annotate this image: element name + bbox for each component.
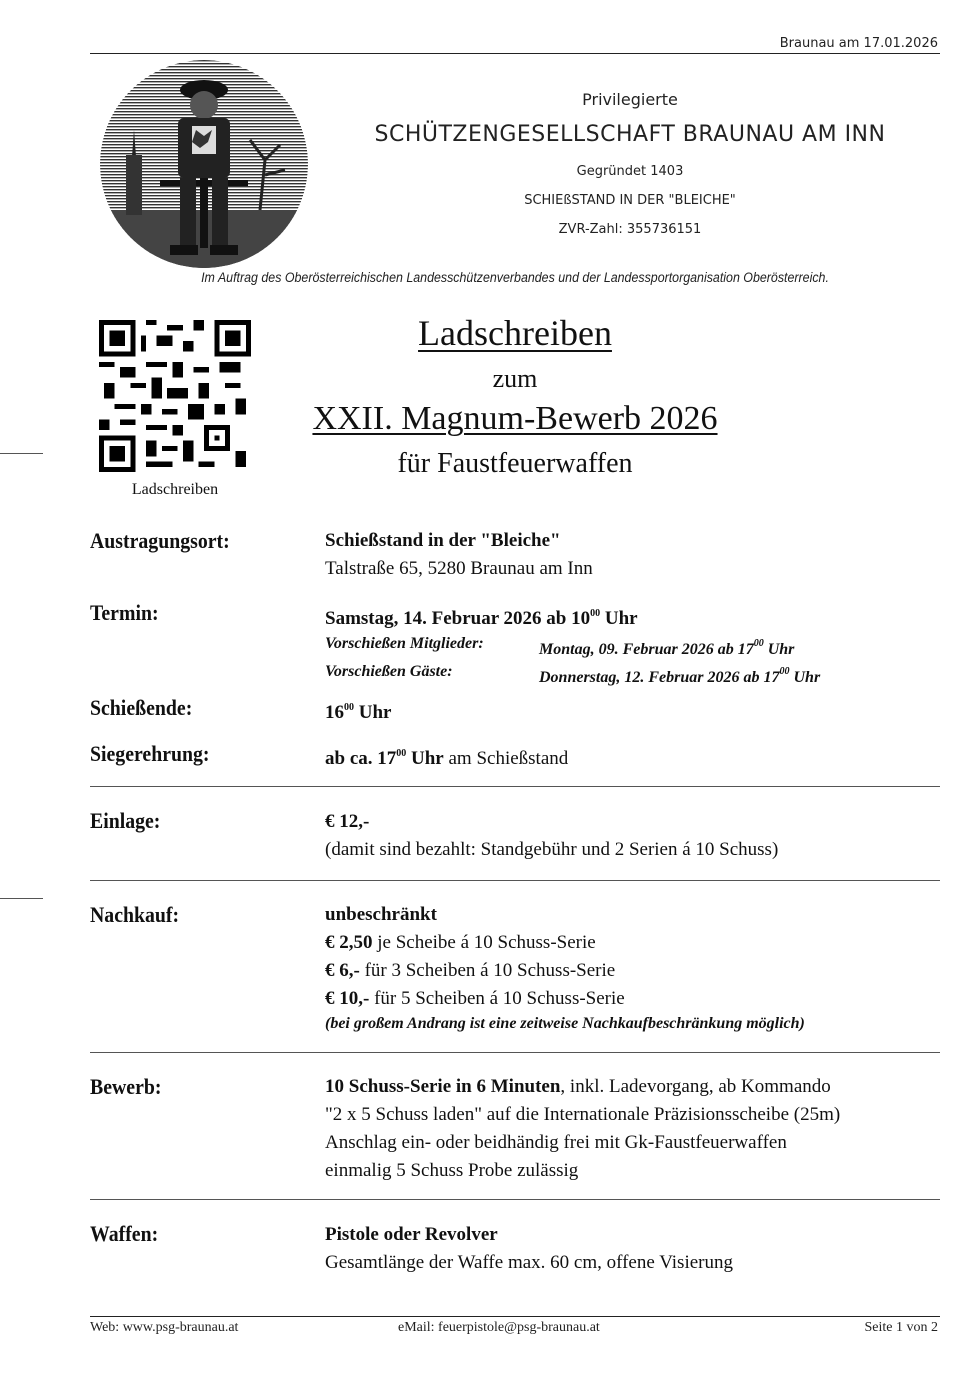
competition-line: Anschlag ein- oder beidhändig frei mit Gk-Faustfeuerwaffen <box>325 1132 787 1153</box>
footer-website-link[interactable]: Web: www.psg-braunau.at <box>90 1320 239 1335</box>
end-time-label: Schießende: <box>90 695 193 720</box>
end-time-value: $16^{00}$ Uhr <box>325 702 392 723</box>
document-date: Braunau am 17.01.2026 <box>779 36 938 51</box>
section-divider <box>90 1199 940 1200</box>
event-category: für Faustfeuerwaffen <box>397 448 633 479</box>
footer-email-link[interactable]: eMail: feuerpistole@psg-braunau.at <box>398 1320 600 1335</box>
fold-mark <box>0 453 43 454</box>
weapons-value <box>325 1221 733 1277</box>
competition-line: 10 Schuss-Serie in 6 Minuten, inkl. Ladevorgang, ab Kommando <box>325 1076 831 1097</box>
pre-shoot-guests: Vorschießen Gäste: Donnerstag, 12. Februar 2026 ab $17^{00}$ Uhr <box>325 663 821 686</box>
event-name: XXII. Magnum-Bewerb 2026 <box>312 400 718 437</box>
punch-mark <box>0 898 43 899</box>
club-emblem-image <box>100 60 308 268</box>
section-divider <box>90 880 940 881</box>
pre-shoot-members: Vorschießen Mitglieder: Montag, 09. Februar 2026 ab $17^{00}$ Uhr <box>325 635 795 658</box>
competition-line: einmalig 5 Schuss Probe zulässig <box>325 1160 579 1181</box>
title-connector: zum <box>492 364 538 393</box>
range-name: SCHIEßSTAND IN DER "BLEICHE" <box>524 193 736 208</box>
fee-value <box>325 808 778 864</box>
main-date: Samstag, 14. Februar 2026 ab $10^{00}$ Uhr <box>325 608 638 629</box>
qr-code[interactable] <box>98 320 252 472</box>
venue-label: Austragungsort: <box>90 528 230 553</box>
venue-name: Schießstand in der "Bleiche" <box>325 530 561 551</box>
mandate-statement: Im Auftrag des Oberösterreichischen Landesschützenverbandes und der Landessportorganisation Oberösterreich. <box>201 270 829 285</box>
fee-note: (damit sind bezahlt: Standgebühr und 2 Serien á 10 Schuss) <box>325 839 779 860</box>
rebuy-value <box>325 901 805 1035</box>
shooter-emblem-icon <box>100 60 308 268</box>
rebuy-label: Nachkauf: <box>90 902 180 927</box>
weapons-detail: Gesamtlänge der Waffe max. 60 cm, offene Visierung <box>325 1252 733 1273</box>
club-name: SCHÜTZENGESELLSCHAFT BRAUNAU AM INN <box>374 122 886 147</box>
fee-amount: € 12,- <box>325 811 370 832</box>
qr-code-icon <box>98 320 252 472</box>
section-divider <box>90 786 940 787</box>
rebuy-headline: unbeschränkt <box>325 904 437 925</box>
date-label: Termin: <box>90 600 159 625</box>
rebuy-option: € 10,- für 5 Scheiben á 10 Schuss-Serie <box>325 988 625 1009</box>
rebuy-option: € 6,- für 3 Scheiben á 10 Schuss-Serie <box>325 960 616 981</box>
competition-line: "2 x 5 Schuss laden" auf die Internationale Präzisionsscheibe (25m) <box>325 1104 841 1125</box>
zvr-number: ZVR-Zahl: 355736151 <box>558 222 702 237</box>
footer-page-number: Seite 1 von 2 <box>864 1320 938 1335</box>
weapons-label: Waffen: <box>90 1221 159 1246</box>
document-title: Ladschreiben <box>418 313 612 353</box>
section-divider <box>90 1052 940 1053</box>
footer-rule <box>90 1316 940 1317</box>
competition-label: Bewerb: <box>90 1074 162 1099</box>
competition-value <box>325 1073 840 1185</box>
ceremony-value: ab ca. $17^{00}$ Uhr am Schießstand <box>325 748 569 769</box>
founded-year: Gegründet 1403 <box>576 164 684 179</box>
date-value <box>325 600 820 689</box>
venue-value <box>325 527 593 583</box>
weapons-headline: Pistole oder Revolver <box>325 1224 498 1245</box>
rebuy-note: (bei großem Andrang ist eine zeitweise Nachkaufbeschränkung möglich) <box>325 1015 805 1032</box>
ceremony-label: Siegerehrung: <box>90 741 210 766</box>
fee-label: Einlage: <box>90 808 161 833</box>
qr-code-label: Ladschreiben <box>131 481 219 498</box>
venue-address: Talstraße 65, 5280 Braunau am Inn <box>325 558 593 579</box>
rebuy-option: € 2,50 je Scheibe á 10 Schuss-Serie <box>325 932 596 953</box>
privileged-label: Privilegierte <box>582 90 678 109</box>
header-rule <box>90 53 940 54</box>
